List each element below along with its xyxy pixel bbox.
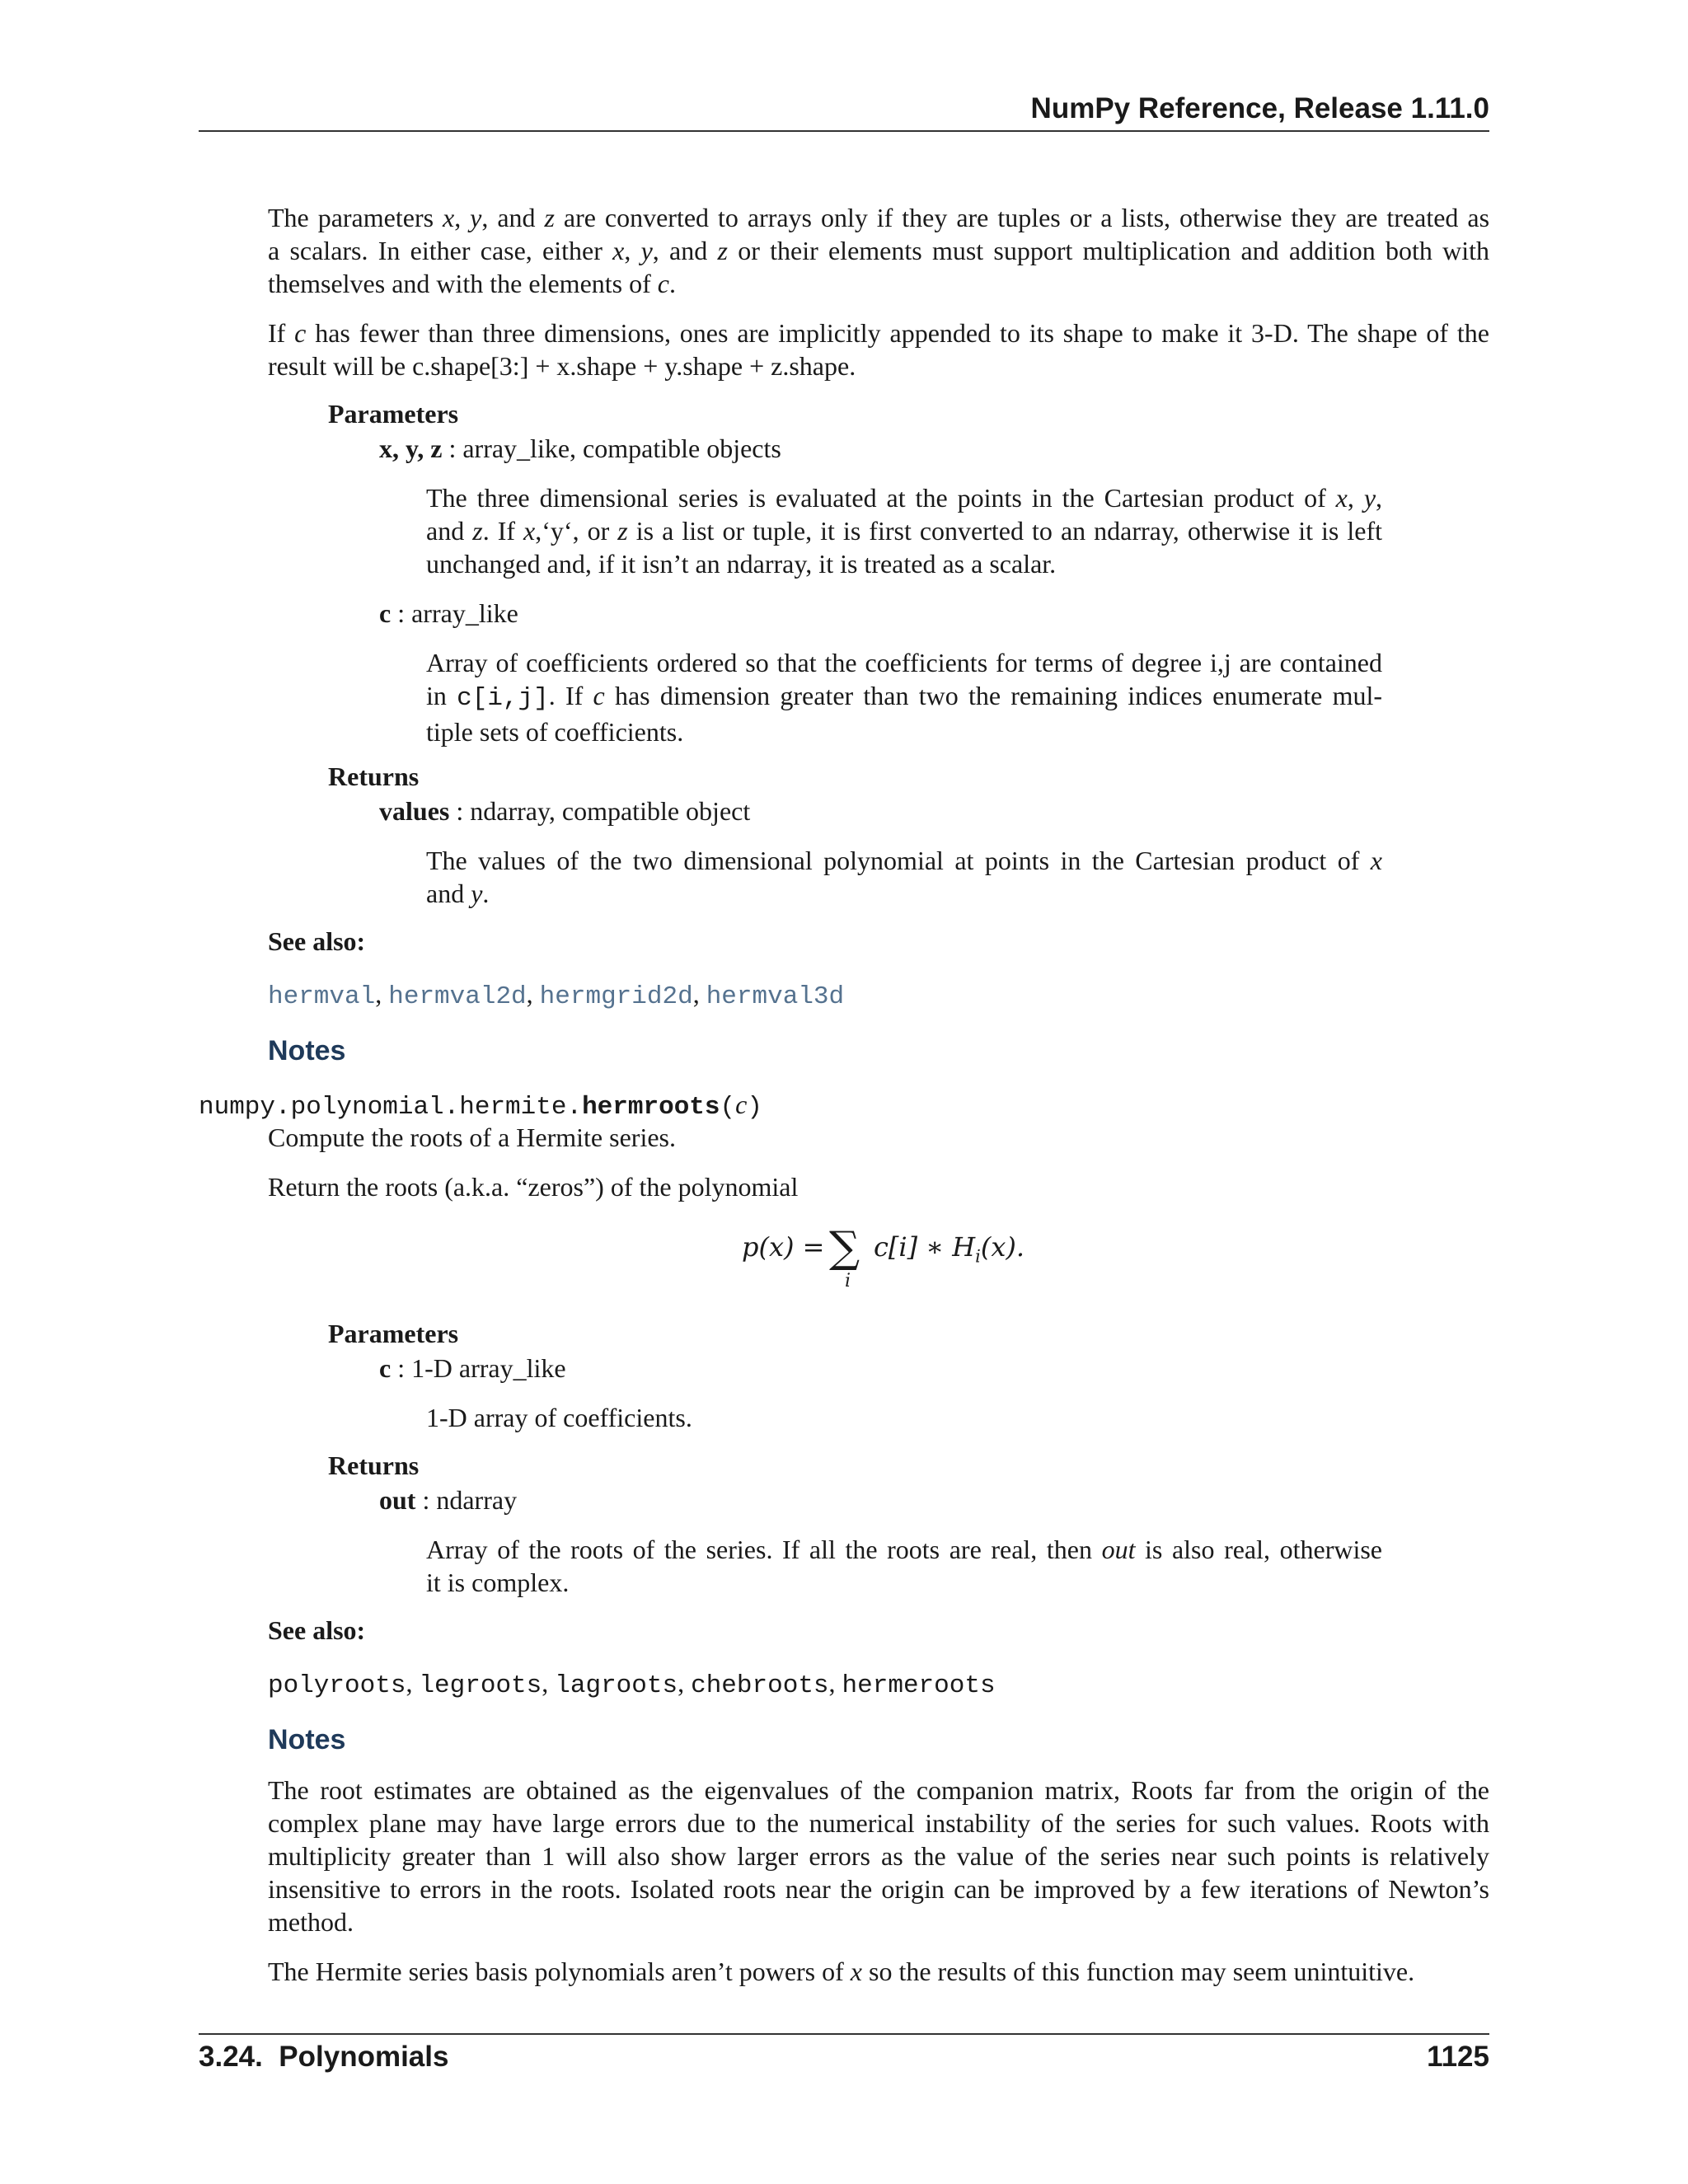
signature-argument: c <box>735 1090 748 1119</box>
param-c <box>379 1352 566 1385</box>
parameters-heading: Parameters <box>328 1319 459 1348</box>
italic-variable: y <box>470 203 482 232</box>
return-description <box>426 1533 1382 1599</box>
text-line: in c[i,j]. If c has dimension greater than two the remaining indices enumerate mul- <box>426 681 1383 713</box>
polynomial-formula <box>742 1223 1071 1301</box>
text-line: The values of the two dimensional polynomial at points in the Cartesian product of x <box>426 846 1382 875</box>
param-c <box>379 597 518 630</box>
inline-code: c[i,j] <box>457 684 549 713</box>
text-line: The Hermite series basis polynomials aren’t powers of x so the results of this function may seem unintuitive. <box>268 1957 1415 1986</box>
italic-variable: c <box>294 318 307 348</box>
function-summary: Compute the roots of a Hermite series. <box>268 1122 676 1152</box>
italic-variable: c <box>657 269 669 298</box>
italic-variable: x <box>1370 846 1382 875</box>
return-type: : ndarray <box>415 1485 518 1515</box>
text-line: and z. If x,‘y‘, or z is a list or tuple, it is first converted to an ndarray, otherwise it is left <box>426 516 1383 546</box>
notes-heading: Notes <box>268 1035 346 1066</box>
formula-rhs-term: c[i] ∗ H <box>874 1231 976 1263</box>
see-also-link-hermval[interactable]: hermval <box>268 982 376 1011</box>
see-also-link-lagroots[interactable]: lagroots <box>555 1671 678 1700</box>
footer-section: 3.24. Polynomials <box>199 2041 449 2073</box>
text-line: insensitive to errors in the roots. Isolated roots near the origin can be improved by a few iterations of Newton’s <box>268 1874 1489 1904</box>
formula-rhs-tail: (x). <box>980 1231 1025 1263</box>
signature-module: numpy.polynomial.hermite. <box>199 1093 583 1122</box>
text-line: and y. <box>426 879 490 908</box>
see-also-link-hermval2d[interactable]: hermval2d <box>388 982 527 1011</box>
intro-paragraph <box>268 201 1489 300</box>
param-xyz-description <box>426 481 1382 580</box>
summation-symbol: ∑ <box>829 1223 860 1272</box>
italic-variable: y <box>471 879 483 908</box>
see-also-link-hermgrid2d[interactable]: hermgrid2d <box>539 982 693 1011</box>
italic-variable: x <box>850 1957 862 1986</box>
function-signature <box>199 1088 762 1124</box>
notes-paragraph <box>268 1774 1489 1938</box>
italic-variable: y <box>640 236 653 265</box>
see-also-links: polyroots, legroots, lagroots, chebroots, hermeroots <box>268 1668 996 1700</box>
return-name: out <box>379 1485 416 1515</box>
italic-variable: x <box>443 203 455 232</box>
italic-variable: z <box>544 203 555 232</box>
signature-function-name: hermroots <box>582 1093 720 1122</box>
see-also-links: hermval, hermval2d, hermgrid2d, hermval3d <box>268 979 845 1011</box>
return-type: : ndarray, compatible object <box>449 796 751 826</box>
return-name: values <box>379 796 450 826</box>
italic-variable: out <box>1101 1535 1136 1564</box>
text-line: result will be c.shape[3:] + x.shape + y.shape + z.shape. <box>268 351 856 381</box>
italic-variable: c <box>593 681 605 710</box>
param-c-description: 1-D array of coefficients. <box>426 1403 692 1432</box>
see-also-link-polyroots[interactable]: polyroots <box>268 1671 406 1700</box>
return-description <box>426 844 1382 910</box>
param-name: x, y, z <box>379 434 443 463</box>
function-description: Return the roots (a.k.a. “zeros”) of the polynomial <box>268 1172 799 1202</box>
signature-paren-open: ( <box>720 1093 736 1122</box>
param-type: : array_like, compatible objects <box>442 434 781 463</box>
text-line: unchanged and, if it isn’t an ndarray, it is treated as a scalar. <box>426 549 1057 579</box>
footer-page-number: 1125 <box>1427 2041 1489 2073</box>
param-name: c <box>379 1353 392 1383</box>
formula-subscript: i <box>975 1246 981 1267</box>
returns-heading: Returns <box>328 1451 420 1480</box>
text-line: tiple sets of coefficients. <box>426 717 684 747</box>
text-line: multiplicity greater than 1 will also show larger errors as the value of the series near such points is relatively <box>268 1841 1489 1871</box>
text-line: The parameters x, y, and z are converted to arrays only if they are tuples or a lists, otherwise they are treated as <box>268 203 1490 232</box>
footer-rule <box>199 2033 1489 2035</box>
see-also-heading: See also: <box>268 926 366 956</box>
formula-rhs <box>874 1231 1025 1266</box>
returns-heading: Returns <box>328 762 420 791</box>
return-values <box>379 794 750 827</box>
param-name: c <box>379 598 392 628</box>
text-line: The three dimensional series is evaluated at the points in the Cartesian product of x, y, <box>426 483 1383 513</box>
param-xyz <box>379 432 781 465</box>
param-c-description <box>426 646 1382 748</box>
text-line: If c has fewer than three dimensions, ones are implicitly appended to its shape to make it 3-D. The shape of the <box>268 318 1490 348</box>
see-also-link-hermeroots[interactable]: hermeroots <box>842 1671 996 1700</box>
param-type: : 1-D array_like <box>391 1353 566 1383</box>
text-line: Array of coefficients ordered so that the coefficients for terms of degree i,j are contained <box>426 648 1382 677</box>
see-also-link-hermval3d[interactable]: hermval3d <box>706 982 845 1011</box>
notes-heading: Notes <box>268 1724 346 1755</box>
text-line: a scalars. In either case, either x, y, and z or their elements must support multiplication and addition both with <box>268 236 1490 265</box>
italic-variable: y <box>1363 483 1376 513</box>
formula-lhs: p(x) = <box>742 1231 825 1263</box>
header-rule <box>199 130 1489 132</box>
running-header-title: NumPy Reference, Release 1.11.0 <box>1030 92 1489 124</box>
text-line: The root estimates are obtained as the eigenvalues of the companion matrix, Roots far from the origin of the <box>268 1775 1489 1805</box>
italic-variable: x <box>1335 483 1348 513</box>
notes-paragraph <box>268 1955 1489 1988</box>
see-also-heading: See also: <box>268 1615 366 1645</box>
param-type: : array_like <box>391 598 518 628</box>
text-line: themselves and with the elements of c. <box>268 269 676 298</box>
italic-variable: x <box>523 516 536 546</box>
parameters-heading: Parameters <box>328 399 459 429</box>
return-out <box>379 1483 517 1516</box>
shape-note-paragraph <box>268 316 1489 382</box>
italic-variable: z <box>717 236 728 265</box>
italic-variable: z <box>472 516 483 546</box>
text-line: it is complex. <box>426 1568 570 1597</box>
summation-index: i <box>845 1271 851 1291</box>
signature-paren-close: ) <box>747 1093 762 1122</box>
text-line: Array of the roots of the series. If all the roots are real, then out is also real, otherwise <box>426 1535 1383 1564</box>
see-also-link-legroots[interactable]: legroots <box>419 1671 542 1700</box>
text-line: complex plane may have large errors due to the numerical instability of the series for such values. Roots with <box>268 1808 1489 1838</box>
see-also-link-chebroots[interactable]: chebroots <box>691 1671 829 1700</box>
italic-variable: x <box>612 236 625 265</box>
text-line: method. <box>268 1907 354 1937</box>
italic-variable: z <box>617 516 628 546</box>
